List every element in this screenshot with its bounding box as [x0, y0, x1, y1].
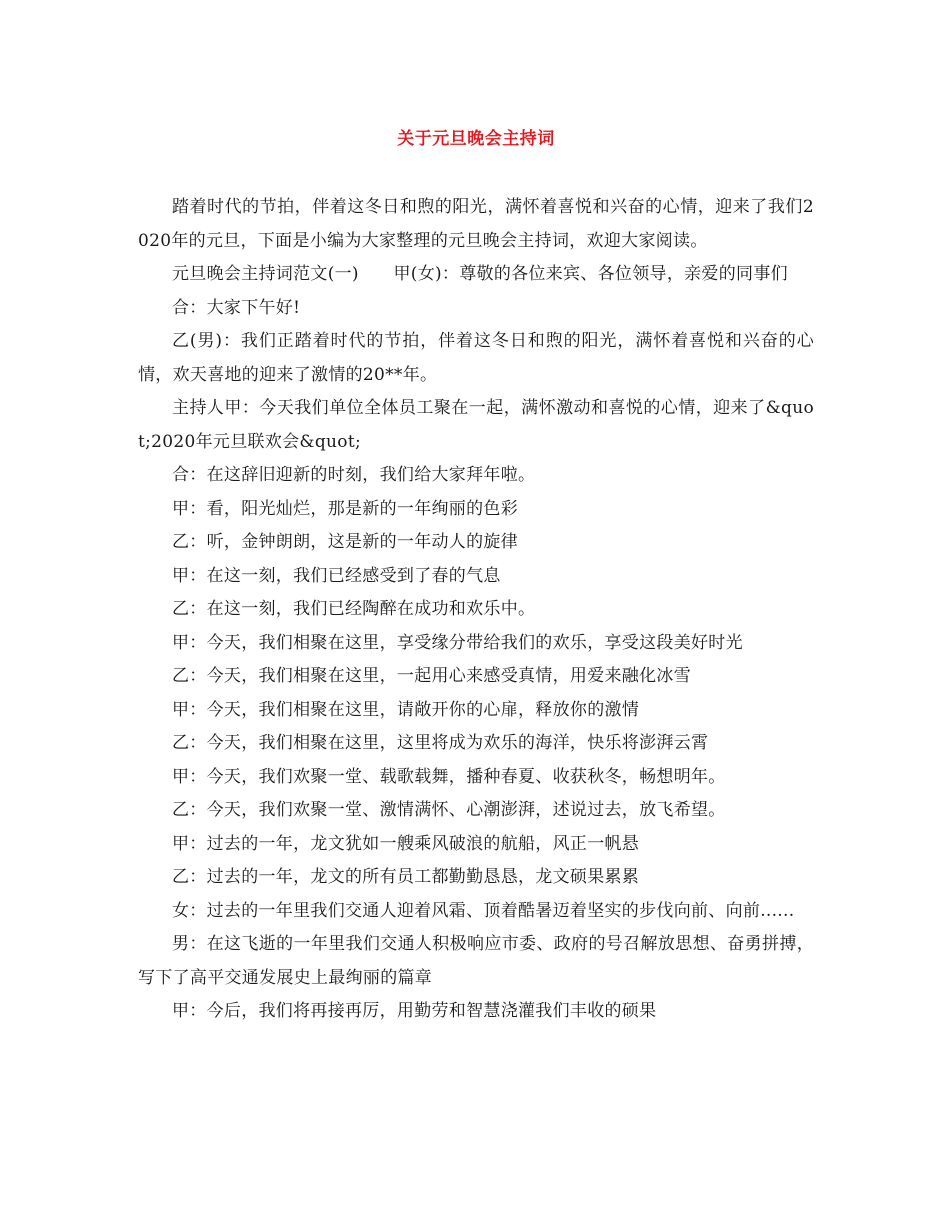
- paragraph: 甲：在这一刻，我们已经感受到了春的气息: [172, 565, 501, 586]
- paragraph: 乙：过去的一年，龙文的所有员工都勤勤恳恳，龙文硕果累累: [172, 867, 640, 887]
- paragraph: 乙：今天，我们相聚在这里，这里将成为欢乐的海洋，快乐将澎湃云霄: [172, 733, 709, 753]
- paragraph: 男：在这飞逝的一年里我们交通人积极响应市委、政府的号召解放思想、奋勇拼搏，写下了高平交通发展史上最绚丽的篇章: [138, 934, 814, 988]
- paragraph: 合：在这辞旧迎新的时刻，我们给大家拜年啦。: [172, 465, 536, 485]
- paragraph: 乙：今天，我们相聚在这里，一起用心来感受真情，用爱来融化冰雪: [172, 666, 691, 686]
- paragraph: 甲：今天，我们相聚在这里，享受缘分带给我们的欢乐，享受这段美好时光: [172, 632, 743, 653]
- paragraph: 元旦晚会主持词范文(一) 甲(女)：尊敬的各位来宾、各位领导，亲爱的同事们: [172, 264, 788, 284]
- paragraph: 乙(男)：我们正踏着时代的节拍，伴着这冬日和煦的阳光，满怀着喜悦和兴奋的心情，欢天喜地的迎来了激情的20**年。: [138, 331, 814, 385]
- paragraph: 踏着时代的节拍，伴着这冬日和煦的阳光，满怀着喜悦和兴奋的心情，迎来了我们2020年的元旦，下面是小编为大家整理的元旦晚会主持词，欢迎大家阅读。: [138, 197, 814, 251]
- paragraph: 乙：在这一刻，我们已经陶醉在成功和欢乐中。: [172, 599, 536, 619]
- document-title: 关于元旦晚会主持词: [397, 129, 555, 149]
- paragraph: 合：大家下午好!: [172, 297, 301, 318]
- paragraph: 甲：看，阳光灿烂，那是新的一年绚丽的色彩: [172, 498, 518, 519]
- paragraph: 甲：今天，我们欢聚一堂、载歌载舞，播种春夏、收获秋冬，畅想明年。: [172, 766, 726, 787]
- document-body: [138, 191, 814, 1029]
- paragraph: 乙：今天，我们欢聚一堂、激情满怀、心潮澎湃，述说过去，放飞希望。: [172, 800, 726, 820]
- paragraph: 甲：今天，我们相聚在这里，请敞开你的心扉，释放你的激情: [172, 699, 640, 720]
- paragraph: 甲：今后，我们将再接再厉，用勤劳和智慧浇灌我们丰收的硕果: [172, 1001, 657, 1021]
- paragraph: 乙：听，金钟朗朗，这是新的一年动人的旋律: [172, 532, 518, 552]
- paragraph: 主持人甲：今天我们单位全体员工聚在一起，满怀激动和喜悦的心情，迎来了&quot;2020年元旦联欢会&quot;: [138, 398, 814, 452]
- paragraph: 女：过去的一年里我们交通人迎着风霜、顶着酷暑迈着坚实的步伐向前、向前......: [172, 900, 795, 921]
- paragraph: 甲：过去的一年，龙文犹如一艘乘风破浪的航船，风正一帆悬: [172, 833, 640, 854]
